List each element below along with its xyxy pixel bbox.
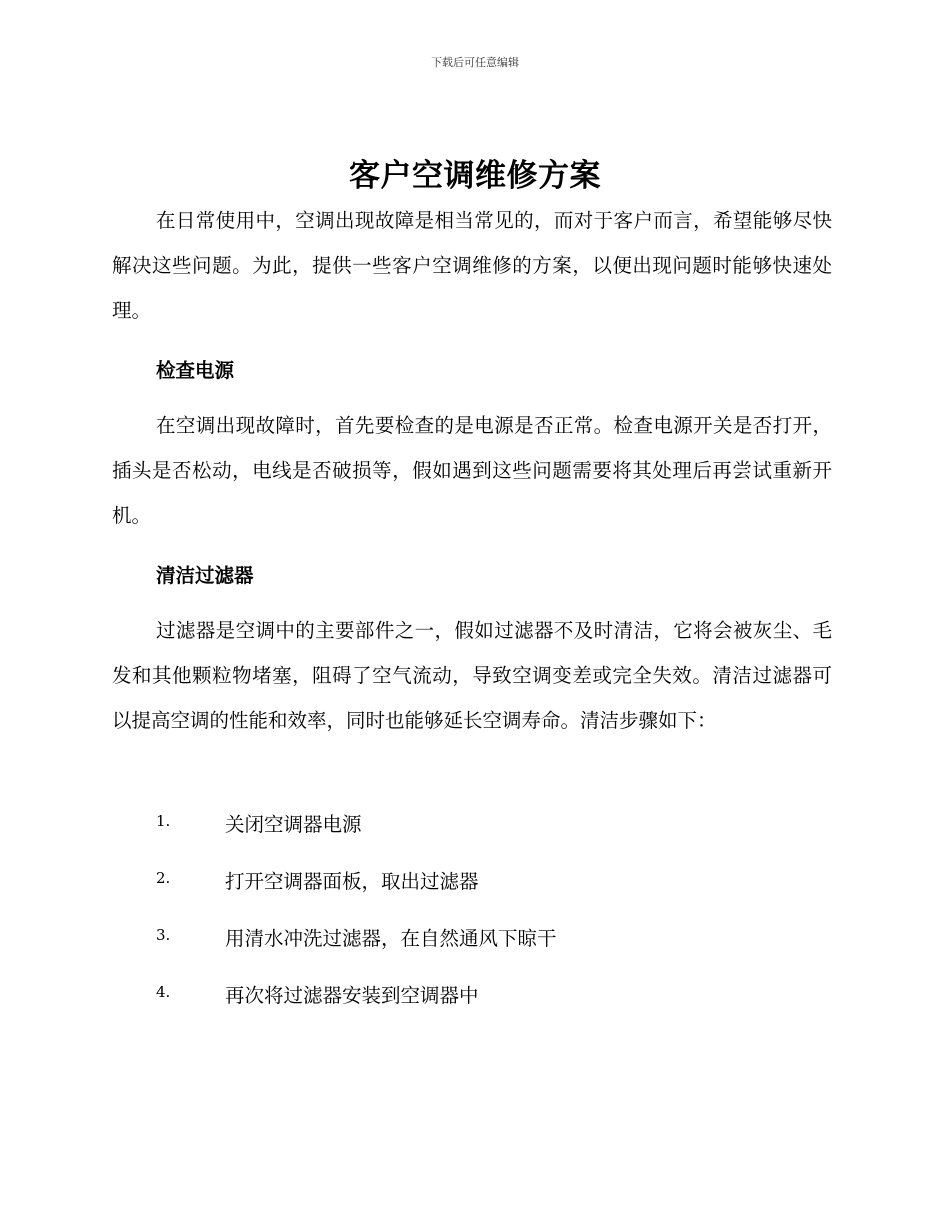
intro-paragraph: 在日常使用中，空调出现故障是相当常见的，而对于客户而言，希望能够尽快解决这些问题。为此，提供一些客户空调维修的方案，以便出现问题时能够快速处理。 bbox=[112, 209, 832, 322]
list-item-text: 再次将过滤器安装到空调器中 bbox=[225, 984, 479, 1007]
list-item-number: 1. bbox=[156, 812, 171, 830]
list-item-number: 3. bbox=[156, 926, 171, 944]
section-heading-check-power: 检查电源 bbox=[156, 359, 235, 382]
section-heading-clean-filter: 清洁过滤器 bbox=[156, 564, 254, 587]
page-header-note: 下载后可任意编辑 bbox=[431, 56, 519, 69]
list-item-text: 关闭空调器电源 bbox=[225, 813, 362, 836]
list-item-number: 2. bbox=[156, 869, 171, 887]
section-body-clean-filter: 过滤器是空调中的主要部件之一，假如过滤器不及时清洁，它将会被灰尘、毛发和其他颗粒物堵塞，阻碍了空气流动，导致空调变差或完全失效。清洁过滤器可以提高空调的性能和效率，同时也能够延长空调寿命。清洁步骤如下： bbox=[112, 619, 832, 732]
list-item-text: 用清水冲洗过滤器，在自然通风下晾干 bbox=[225, 927, 557, 950]
list-item-number: 4. bbox=[156, 983, 171, 1001]
document-title: 客户空调维修方案 bbox=[349, 158, 601, 194]
section-body-check-power: 在空调出现故障时，首先要检查的是电源是否正常。检查电源开关是否打开，插头是否松动，电线是否破损等，假如遇到这些问题需要将其处理后再尝试重新开机。 bbox=[112, 414, 832, 527]
list-item-text: 打开空调器面板，取出过滤器 bbox=[225, 870, 479, 893]
